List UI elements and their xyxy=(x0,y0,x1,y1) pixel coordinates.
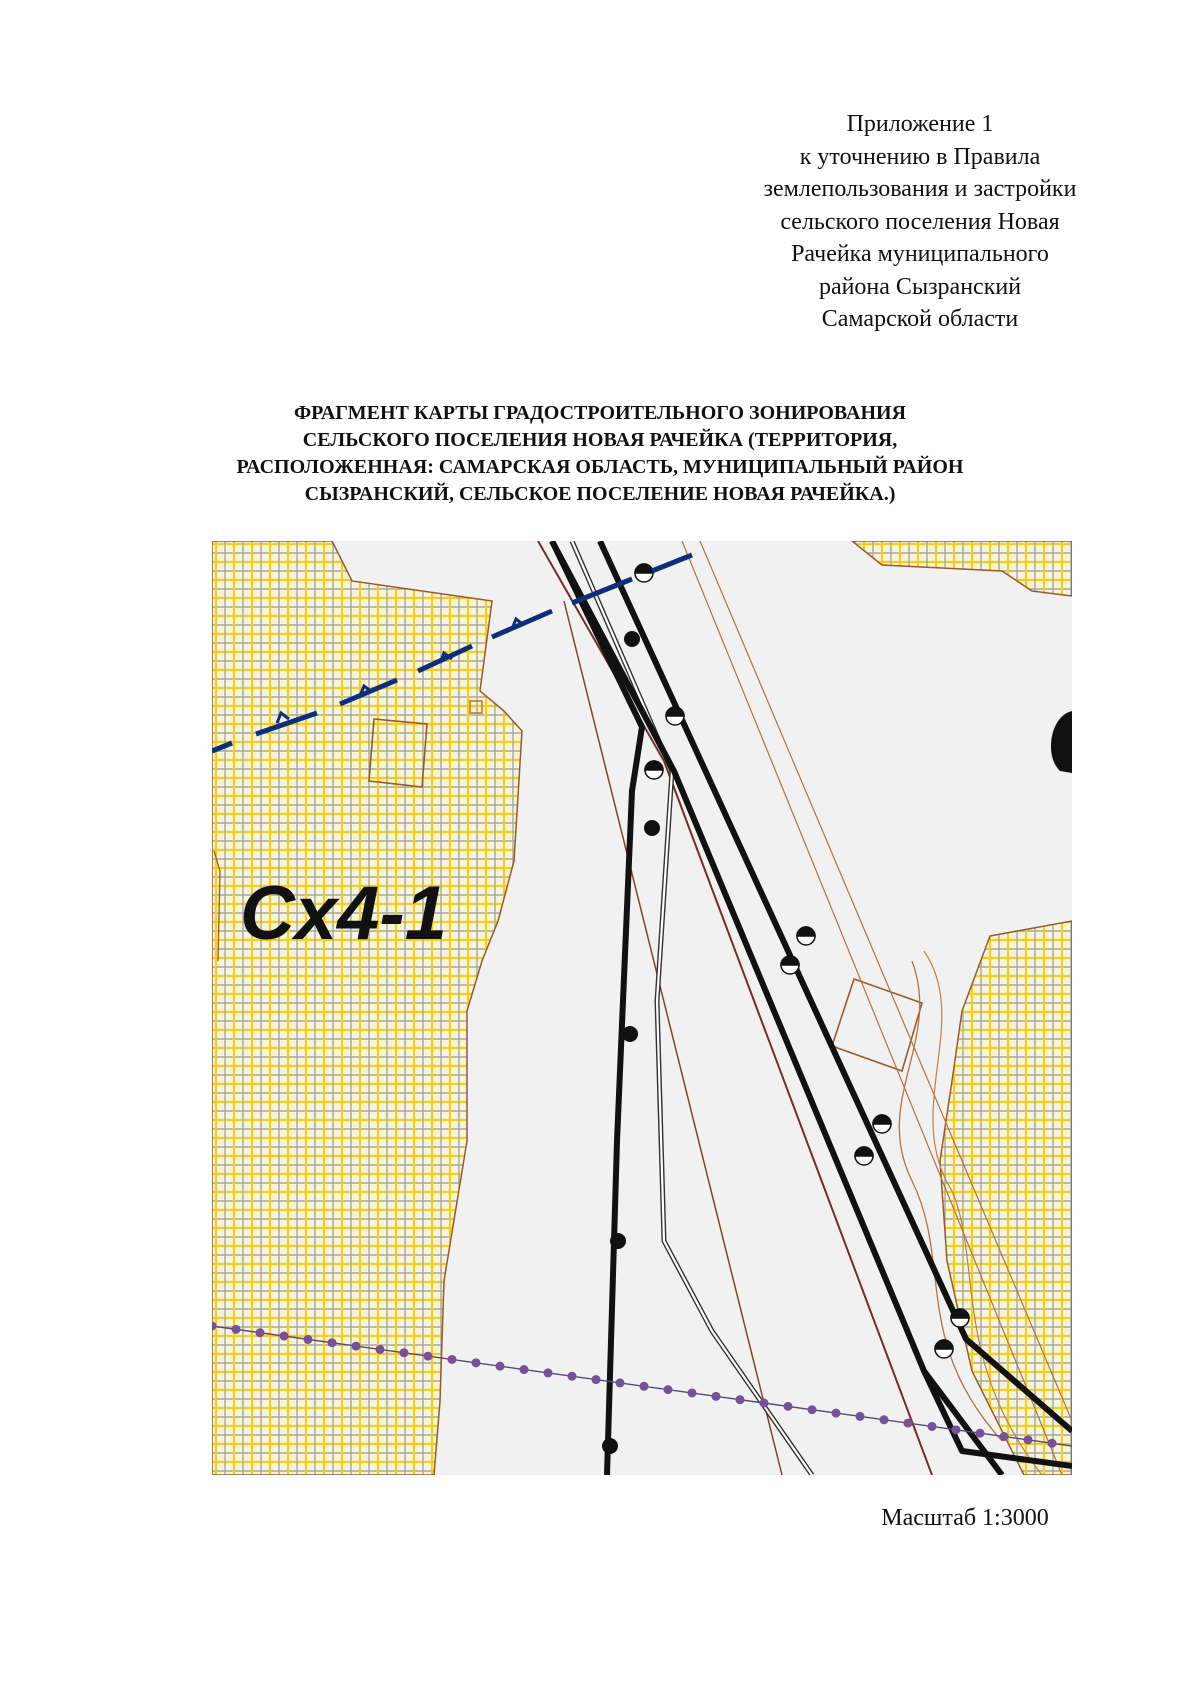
power-line-dot xyxy=(328,1338,337,1347)
power-line-dot xyxy=(736,1395,745,1404)
power-line-dot xyxy=(400,1348,409,1357)
power-line-dot xyxy=(952,1425,961,1434)
appendix-line: Приложение 1 xyxy=(846,111,994,137)
power-line-dot xyxy=(424,1352,433,1361)
power-line-dot xyxy=(712,1392,721,1401)
power-line-dot xyxy=(688,1388,697,1397)
power-line-dot xyxy=(1024,1435,1033,1444)
title-line: СЕЛЬСКОГО ПОСЕЛЕНИЯ НОВАЯ РАЧЕЙКА (ТЕРРИТОРИЯ, xyxy=(302,429,898,451)
power-line-dot xyxy=(544,1368,553,1377)
title-line: РАСПОЛОЖЕННАЯ: САМАРСКАЯ ОБЛАСТЬ, МУНИЦИПАЛЬНЫЙ РАЙОН xyxy=(236,456,964,478)
appendix-note xyxy=(690,108,1150,336)
power-line-dot xyxy=(784,1402,793,1411)
appendix-line: Рачейка муниципального xyxy=(791,241,1049,267)
document-title xyxy=(150,400,1050,508)
map-scale: Масштаб 1:3000 xyxy=(881,1505,1049,1531)
power-line-dot xyxy=(256,1328,265,1337)
appendix-line: землепользования и застройки xyxy=(763,176,1077,202)
zoning-map xyxy=(212,541,1072,1475)
appendix-line: к уточнению в Правила xyxy=(799,143,1041,170)
power-line-dot xyxy=(616,1378,625,1387)
power-line-dot xyxy=(232,1325,241,1334)
power-line-dot xyxy=(664,1385,673,1394)
power-line-dot xyxy=(280,1332,289,1341)
power-line-dot xyxy=(568,1372,577,1381)
zoning-map-svg xyxy=(212,541,1072,1475)
power-line-dot xyxy=(880,1415,889,1424)
power-line-dot xyxy=(1048,1439,1057,1448)
zone-label: Сх4-1 xyxy=(240,871,447,956)
power-line-dot xyxy=(448,1355,457,1364)
power-line-dot xyxy=(928,1422,937,1431)
power-line-dot xyxy=(352,1342,361,1351)
power-line-dot xyxy=(496,1362,505,1371)
power-line-dot xyxy=(640,1382,649,1391)
power-line-dot xyxy=(856,1412,865,1421)
power-line-dot xyxy=(592,1375,601,1384)
appendix-line: сельского поселения Новая xyxy=(780,208,1060,235)
power-line-dot xyxy=(808,1405,817,1414)
appendix-line: района Сызранский xyxy=(818,273,1022,300)
power-line-dot xyxy=(472,1358,481,1367)
power-line-dot xyxy=(304,1335,313,1344)
appendix-line: Самарской области xyxy=(821,306,1019,332)
power-line-dot xyxy=(376,1345,385,1354)
power-line-dot xyxy=(1000,1432,1009,1441)
power-line-dot xyxy=(832,1409,841,1418)
title-line: ФРАГМЕНТ КАРТЫ ГРАДОСТРОИТЕЛЬНОГО ЗОНИРОВАНИЯ xyxy=(293,402,907,424)
title-line: СЫЗРАНСКИЙ, СЕЛЬСКОЕ ПОСЕЛЕНИЕ НОВАЯ РАЧЕЙКА.) xyxy=(304,483,896,505)
power-line-dot xyxy=(904,1419,913,1428)
power-line-dot xyxy=(520,1365,529,1374)
power-line-dot xyxy=(976,1429,985,1438)
power-line-dot xyxy=(760,1399,769,1408)
